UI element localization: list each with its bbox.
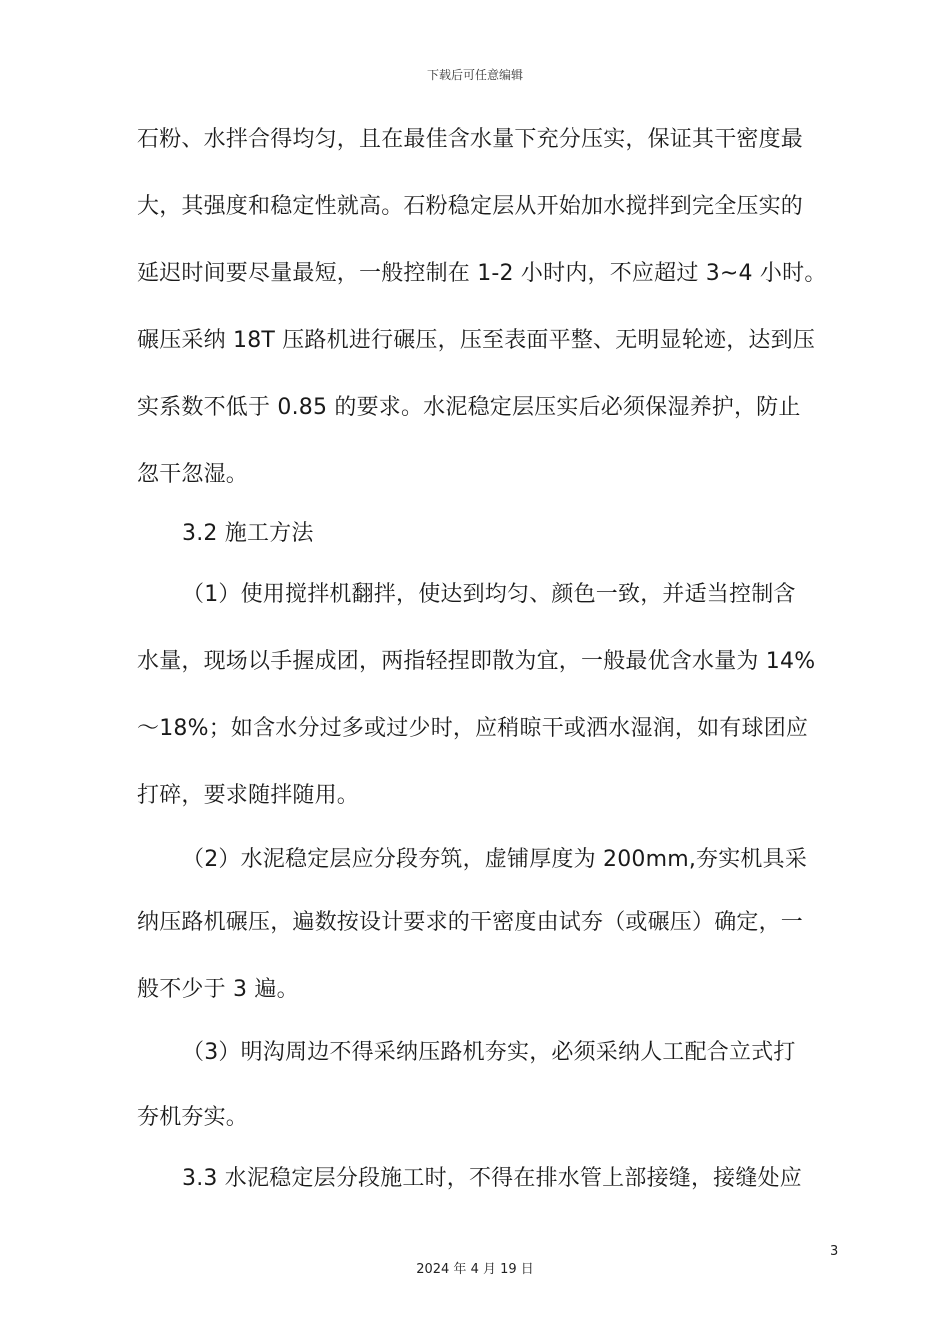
page-number: 3 [830, 1244, 839, 1259]
section-heading: 3.2 施工方法 [182, 521, 314, 546]
text-line: （3）明沟周边不得采纳压路机夯实，必须采纳人工配合立式打 [182, 1040, 796, 1065]
section-heading: 3.3 水泥稳定层分段施工时，不得在排水管上部接缝，接缝处应 [182, 1166, 802, 1191]
text-line: 纳压路机碾压，遍数按设计要求的干密度由试夯（或碾压）确定，一 [137, 910, 804, 935]
text-line: 夯机夯实。 [137, 1105, 249, 1130]
text-line: 水量，现场以手握成团，两指轻捏即散为宜，一般最优含水量为 14% [137, 649, 816, 674]
page-header: 下载后可任意编辑 [426, 68, 523, 82]
footer-date: 2024 年 4 月 19 日 [416, 1262, 534, 1277]
text-line: 碾压采纳 18T 压路机进行碾压，压至表面平整、无明显轮迹，达到压 [137, 328, 816, 353]
text-line: 般不少于 3 遍。 [137, 977, 299, 1002]
text-line: （1）使用搅拌机翻拌，使达到均匀、颜色一致，并适当控制含 [182, 582, 796, 607]
text-line: ～18%；如含水分过多或过少时，应稍晾干或洒水湿润，如有球团应 [137, 716, 809, 741]
text-line: 大，其强度和稳定性就高。石粉稳定层从开始加水搅拌到完全压实的 [137, 194, 804, 219]
text-line: 石粉、水拌合得均匀，且在最佳含水量下充分压实，保证其干密度最 [137, 127, 804, 152]
text-line: 实系数不低于 0.85 的要求。水泥稳定层压实后必须保湿养护，防止 [137, 395, 801, 420]
text-line: 打碎，要求随拌随用。 [137, 783, 360, 808]
text-line: 忽干忽湿。 [137, 462, 249, 487]
text-line: （2）水泥稳定层应分段夯筑，虚铺厚度为 200mm,夯实机具采 [182, 847, 808, 872]
text-line: 延迟时间要尽量最短，一般控制在 1-2 小时内，不应超过 3~4 小时。 [137, 261, 827, 286]
